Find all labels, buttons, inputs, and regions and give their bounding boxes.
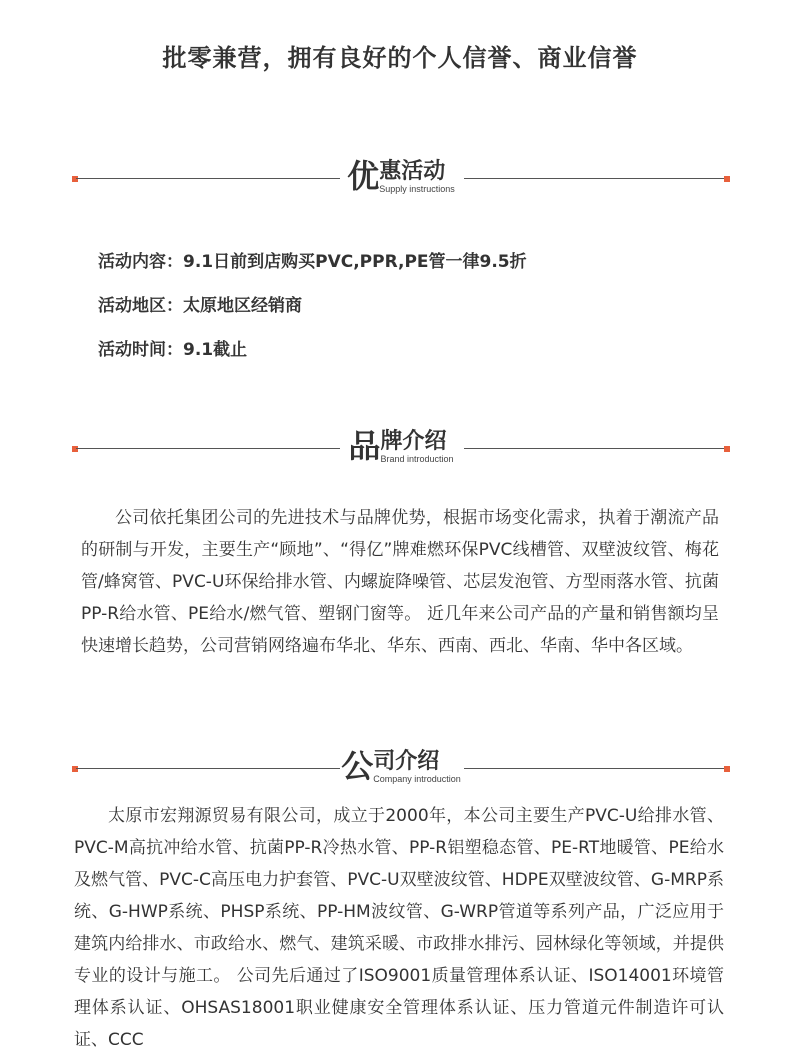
section-subtitle: Supply instructions bbox=[379, 184, 455, 194]
promo-list bbox=[98, 248, 527, 380]
section-title-rest: 牌介绍 bbox=[380, 429, 447, 454]
section-title-rest: 司介绍 bbox=[373, 749, 440, 774]
section-header-promo bbox=[72, 158, 730, 202]
promo-time: 活动时间：9.1截止 bbox=[98, 340, 248, 360]
section-subtitle: Company introduction bbox=[373, 774, 461, 784]
section-title-initial: 优 bbox=[347, 157, 380, 195]
section-title bbox=[72, 428, 730, 464]
accent-dot bbox=[724, 446, 730, 452]
promo-region: 活动地区：太原地区经销商 bbox=[98, 296, 302, 316]
section-subtitle: Brand introduction bbox=[380, 454, 454, 464]
company-introduction-text: 太原市宏翔源贸易有限公司，成立于2000年，本公司主要生产PVC-U给排水管、PVC-M高抗冲给水管、抗菌PP-R冷热水管、PP-R铝塑稳态管、PE-RT地暖管、PE给水及燃气管、PVC-C高压电力护套管、PVC-U双壁波纹管、HDPE双壁波纹管、G-MRP系统、G-HWP系统、PHSP系统、PP-HM波纹管、G-WRP管道等系列产品，广泛应用于建筑内给排水、市政给水、燃气、建筑采暖、市政排水排污、园林绿化等领域，并提供专业的设计与施工。 公司先后通过了ISO9001质量管理体系认证、ISO14001环境管理体系认证、OHSAS18001职业健康安全管理体系认证、压力管道元件制造许可认证、CCC bbox=[74, 806, 724, 1050]
brand-introduction-text: 公司依托集团公司的先进技术与品牌优势，根据市场变化需求，执着于潮流产品的研制与开发，主要生产“顾地”、“得亿”牌难燃环保PVC线槽管、双壁波纹管、梅花管/蜂窝管、PVC-U环保给排水管、内螺旋降噪管、芯层发泡管、方型雨落水管、抗菌PP-R给水管、PE给水/燃气管、塑钢门窗等。 近几年来公司产品的产量和销售额均呈快速增长趋势，公司营销网络遍布华北、华东、西南、西北、华南、华中各区域。 bbox=[81, 508, 719, 656]
divider-line bbox=[464, 178, 726, 179]
section-title-initial: 品 bbox=[348, 427, 381, 465]
section-title-rest: 惠活动 bbox=[379, 159, 446, 184]
promo-content: 活动内容：9.1日前到店购买PVC,PPR,PE管一律9.5折 bbox=[98, 252, 527, 272]
page-title: 批零兼营，拥有良好的个人信誉、商业信誉 bbox=[162, 44, 638, 72]
divider-line bbox=[464, 768, 726, 769]
accent-dot bbox=[724, 176, 730, 182]
section-title bbox=[72, 748, 730, 784]
section-header-company bbox=[72, 748, 730, 792]
section-header-brand bbox=[72, 428, 730, 472]
section-title bbox=[72, 158, 730, 194]
divider-line bbox=[464, 448, 726, 449]
accent-dot bbox=[724, 766, 730, 772]
section-title-initial: 公 bbox=[341, 747, 374, 785]
